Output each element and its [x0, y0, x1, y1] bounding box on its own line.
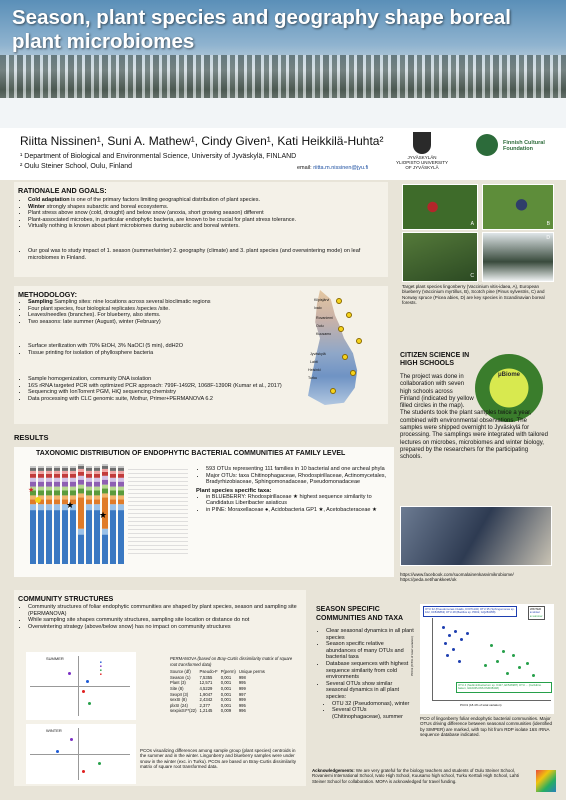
season-sublist	[316, 701, 414, 721]
bar-segment	[46, 468, 52, 471]
bar-segment	[30, 510, 36, 564]
site-dot	[356, 338, 362, 344]
rationale-item: • Virtually nothing is known about plant microbiomes during subarctic and boreal winters.	[28, 223, 388, 230]
season-text	[316, 628, 414, 720]
foundation-logo	[474, 134, 500, 156]
bar-segment	[94, 482, 100, 487]
foundation-name: Finnish Cultural Foundation	[503, 140, 545, 152]
bar-segment	[54, 495, 60, 499]
bar-segment	[70, 466, 76, 468]
bar-segment	[54, 504, 60, 510]
bar-segment	[110, 495, 116, 499]
rationale-item: • Plant stress above snow (cold, drought) and below snow (anoxia, short growing season) different	[28, 210, 388, 217]
bar-segment	[62, 468, 68, 471]
bar-segment	[54, 487, 60, 491]
bar-segment	[86, 487, 92, 491]
bar-segment	[94, 487, 100, 491]
bar-segment	[78, 485, 84, 489]
bar-segment	[38, 510, 44, 564]
bar-segment	[70, 491, 76, 496]
bar-segment	[78, 476, 84, 480]
community-heading: COMMUNITY STRUCTURES	[18, 594, 114, 603]
y-axis-label: PCO2 (8.5% of total variation)	[409, 636, 414, 676]
photo-pine: C	[402, 232, 478, 282]
season-item: • Season specific relative abundances of many OTUs and bacterial taxa	[326, 641, 414, 661]
bar-segment	[46, 474, 52, 478]
bar-segment	[94, 491, 100, 496]
bar-segment	[78, 493, 84, 497]
taxonomy-text	[196, 466, 390, 514]
bar-segment	[54, 478, 60, 482]
rationale-section	[14, 182, 388, 277]
gp1-star: ★	[28, 487, 35, 494]
bar-segment	[118, 510, 124, 564]
specific-taxa-item: • in PINE: Moraxellaceae ●, Acidobacteria GP1 ★, Acetobacteraceae ★	[206, 507, 390, 514]
taxonomy-item: • 593 OTUs representing 111 families in 10 bacterial and one archeal phyla	[206, 466, 390, 473]
bar-segment	[110, 491, 116, 496]
photo-lingonberry: A	[402, 184, 478, 230]
season-item: • Clear seasonal dynamics in all plant species	[326, 628, 414, 641]
bar-segment	[38, 482, 44, 487]
bar-segment	[38, 466, 44, 468]
bar-segment	[30, 468, 36, 471]
bar-segment	[54, 491, 60, 496]
methodology-item: • Sampling Sampling sites: nine locations across several bioclimatic regions	[28, 299, 298, 306]
bar-segment	[62, 510, 68, 564]
bar-segment	[86, 471, 92, 474]
site-dot	[330, 388, 336, 394]
methodology-item: • Leaves/needles (branches). For blueberry, also stems.	[28, 312, 298, 319]
bar-segment	[78, 497, 84, 528]
bar-segment	[118, 478, 124, 482]
otu-top-box: OTU 32 (Pseudomonas trivialis, KX071132) OTU 35 (Sphingomonas sp. 102, KF846863) OTU 48 (Bacillus sp. PR02, GQ284358)	[423, 606, 517, 617]
community-list	[18, 604, 308, 630]
methodology-item: • Data processing with CLC genomic suite, Mothur, Primer+PERMANOVA 6.2	[28, 396, 298, 403]
bar-segment	[62, 487, 68, 491]
bar-segment	[102, 472, 108, 476]
methodology-item: • Tissue printing for isolation of phyllosphere bacteria	[28, 350, 298, 357]
bar-segment	[46, 482, 52, 487]
bar-segment	[110, 466, 116, 468]
bar-segment	[86, 504, 92, 510]
bar-segment	[94, 471, 100, 474]
students-photo	[400, 506, 552, 566]
bar-segment	[86, 510, 92, 564]
season-heading: SEASON SPECIFIC COMMUNITIES AND TAXA	[316, 606, 404, 622]
family-legend	[128, 466, 188, 556]
bar-segment	[118, 495, 124, 499]
table-row: sexpixSI**(22) 1,2145 0,009 996	[170, 708, 246, 714]
specific-taxa-item: • in BLUEBERRY: Rhodospirillaceae ★ highest sequence similarity to Candidatus Liberibacter asiaticus	[206, 494, 390, 507]
bar-segment	[102, 464, 108, 466]
bar-segment	[94, 499, 100, 504]
citizen-heading: CITIZEN SCIENCE IN HIGH SCHOOLS	[400, 352, 470, 367]
bar-segment	[70, 471, 76, 474]
bar-segment	[46, 504, 52, 510]
table-title: PERMANOVA (based on Bray-Curtis dissimilarity matrix of square root transformed data)	[170, 656, 293, 667]
bar-segment	[54, 468, 60, 471]
bar-segment	[62, 471, 68, 474]
table-header-row: Source (df) Pseudo-F P(perm) Unique perms	[170, 669, 265, 675]
bar-segment	[78, 466, 84, 469]
bar-segment	[102, 466, 108, 469]
table-row: plxSI (24) 2,377 0,001 995	[170, 702, 246, 708]
bar-segment	[86, 499, 92, 504]
site-dot	[338, 326, 344, 332]
bar-segment	[70, 487, 76, 491]
bar-segment	[118, 504, 124, 510]
summer-label: SUMMER	[46, 656, 64, 661]
acknowledgements: Acknowledgements: We are very grateful for the biology teachers and students of Oulu Steiner School, Rovaniemi International School, Ivalo High School, Kuusamo high school, Turku Kerttuli High School, Lahti Steiner School for collaboration. MOFA is acknowledged for travel funding.	[312, 768, 519, 784]
bar-segment	[46, 487, 52, 491]
bar-segment	[118, 466, 124, 468]
photo-spruce: D	[482, 232, 554, 282]
methodology-item: • Sample homogenization, community DNA isolation	[28, 376, 298, 383]
bar-segment	[70, 474, 76, 478]
methodology-sequencing-list	[18, 376, 298, 402]
taxonomy-list	[196, 466, 390, 486]
bar-segment	[46, 471, 52, 474]
otu-bottom-box: OTU 4 (Sediminibacterium sp. K427, EF526987) OTU ... (Cellvibrio bakeri, GRA0PL0NS KM038448)	[456, 682, 552, 693]
header-banner	[0, 0, 566, 128]
bar-segment	[102, 476, 108, 480]
bar-segment	[86, 482, 92, 487]
bar-segment	[110, 474, 116, 478]
bar-segment	[62, 466, 68, 468]
methodology-heading: METHODOLOGY:	[18, 290, 77, 299]
table-row: Site (8) 4,5229 0,001 999	[170, 685, 246, 691]
bar-segment	[78, 469, 84, 472]
bar-segment	[54, 482, 60, 487]
bar-segment	[38, 504, 44, 510]
bar-segment	[30, 474, 36, 478]
mubiome-logo: μBiome	[475, 354, 543, 422]
bar-segment	[86, 468, 92, 471]
bar-segment	[62, 482, 68, 487]
bar-segment	[30, 504, 36, 510]
bar-segment	[46, 478, 52, 482]
blueberry-star: ★	[66, 500, 75, 510]
bar-segment	[54, 510, 60, 564]
bar-segment	[110, 499, 116, 504]
bar-segment	[78, 489, 84, 494]
bar-segment	[46, 491, 52, 496]
bar-segment	[38, 491, 44, 496]
bar-segment	[118, 468, 124, 471]
map-label: Oulu	[316, 324, 324, 328]
bar-segment	[46, 499, 52, 504]
bar-segment	[110, 510, 116, 564]
bar-segment	[102, 529, 108, 535]
specific-taxa-list	[196, 494, 390, 514]
bar-segment	[102, 489, 108, 494]
poster-title: Season, plant species and geography shape boreal plant microbiomes	[12, 6, 511, 53]
season-pco-chart	[409, 604, 554, 714]
jyu-crest-icon	[413, 132, 431, 154]
bar-segment	[30, 495, 36, 499]
specific-taxa-heading: Plant species specific taxa:	[196, 487, 272, 494]
rationale-heading: RATIONALE AND GOALS:	[18, 186, 107, 195]
season-subitem: • Several OTUs (Chitinophagaceae), summer	[332, 707, 414, 720]
pco-winter	[26, 724, 136, 784]
methodology-item: • Sequencing with IonTorrent PGM, HiQ sequencing chemistry	[28, 389, 298, 396]
community-item: • Community structures of foliar endophytic communities are shaped by plant species, season and sampling site (PERMANOVA)	[28, 604, 308, 617]
bar-segment	[62, 491, 68, 496]
photos-caption: Target plant species lingonberry (Vaccinium vitis-idaea, A), European blueberry (Vaccinium myrtillus, B), Scotch pine (Pinus sylvestris, C) and Norway spruce (Picea abies, D) are key species in Scandinavian boreal forests.	[402, 284, 545, 306]
community-item: • While sampling site shapes community structures, sampling site location or distance do not	[28, 617, 308, 624]
blueberry-star: ★	[99, 510, 108, 520]
rationale-item: • Cold adaptation is one of the primary factors limiting geographical distribution of plant species.	[28, 197, 388, 204]
site-dot	[346, 312, 352, 318]
table-row: Plant (3) 12,571 0,001 995	[170, 680, 246, 686]
methodology-item: • Surface sterilization with 70% EtOH, 3% NaOCl (5 min), ddH2O	[28, 343, 298, 350]
map-label: Kilpisjärvi	[314, 298, 330, 302]
map-label: Helsinki	[308, 368, 321, 372]
bar-segment	[46, 495, 52, 499]
finland-map	[290, 290, 380, 410]
email: email: riitta.m.nissinen@jyu.fi	[297, 165, 369, 171]
bar-segment	[102, 469, 108, 472]
bar-segment	[86, 474, 92, 478]
bar-segment	[110, 482, 116, 487]
bar-segment	[94, 468, 100, 471]
bar-segment	[62, 474, 68, 478]
goal-item: • Our goal was to study impact of 1. season (summer/winter) 2. geography (climate) and 3. plant species (and overwintering mode) on leaf microbiomes in Finland.	[28, 248, 388, 261]
bar-segment	[54, 466, 60, 468]
bar-segment	[54, 499, 60, 504]
photo-blueberry: B	[482, 184, 554, 230]
bar-segment	[94, 495, 100, 499]
bar-segment	[70, 495, 76, 499]
season-item: • Database sequences with highest sequence similarity from cold environments	[326, 661, 414, 681]
map-label: Rovaniemi	[316, 316, 333, 320]
site-dot	[350, 370, 356, 376]
taxonomy-item: • Major OTUs: taxa Chitinophagaceae, Rhodospirillaceae, Actinomycetales, Bradyrhizobiaceae, Sphingomonadaceae, Pseudomonadaceae	[206, 473, 390, 486]
methodology-sampling-list	[18, 299, 298, 325]
bar-segment	[110, 478, 116, 482]
bar-segment	[78, 472, 84, 476]
bar-segment	[30, 482, 36, 487]
bar-segment	[38, 478, 44, 482]
bar-segment	[78, 480, 84, 485]
tree-icon	[476, 134, 498, 156]
map-label: Ivalo	[314, 306, 322, 310]
community-item: • Overwintering strategy (above/below snow) has no impact on community structures	[28, 624, 308, 631]
site-dot	[336, 298, 342, 304]
bar-segment	[110, 471, 116, 474]
table-row: SexpII (3) 1,9047 0,001 997	[170, 691, 246, 697]
bar-segment	[102, 535, 108, 564]
season-item: • Several OTUs show similar seasonal dynamics in all plant species:	[326, 681, 414, 701]
pco-caption: PCOs visualizing differences among sample group (plant species) centroids in the summer and in the winter. Lingonberry and blueberry samples were under snow in the winter (exc. in Turku). PCOs are based on Bray-Curtis dissimilarity matrix of square root transformed data.	[140, 748, 297, 770]
rationale-list	[18, 197, 388, 230]
bar-segment	[102, 485, 108, 489]
bar-segment	[102, 493, 108, 497]
map-label: Lahti	[310, 360, 318, 364]
citizen-text: The project was done in collaboration with seven high schools across Finland (indicated by yellow filled circles in the map). The students took the plant samples twice a year, combined with environmental observations. The samples were shipped overnight to Jyväskylä for processing. The samplings were integrated with tailored lectures on microbes, microbiomes and winter biology, prepared by the researchers for the participating schools.	[400, 374, 548, 461]
bar-segment	[118, 499, 124, 504]
bar-segment	[46, 466, 52, 468]
bar-segment	[70, 510, 76, 564]
methodology-item: • 16S rRNA targeted PCR with optimized PCR approach: 799F-1492R, 1068F-1390R (Kumar et al., 2017)	[28, 383, 298, 390]
bar-segment	[30, 466, 36, 468]
table-row: Season (1) 7,5355 0,001 998	[170, 674, 246, 680]
permanova-table	[170, 656, 300, 714]
bar-segment	[94, 474, 100, 478]
bar-segment	[110, 487, 116, 491]
methodology-item: • Four plant species, four biological replicates /species /site.	[28, 306, 298, 313]
bar-segment	[86, 478, 92, 482]
rationale-item: • Plant-associated microbes, in particular endophytic bacteria, are known to be crucial for plant stress tolerance.	[28, 217, 388, 224]
map-label: Turku	[308, 376, 318, 380]
map-label: Jyväskylä	[310, 352, 326, 356]
affiliation-1: ¹ Department of Biological and Environmental Science, University of Jyväskylä, FINLAND	[20, 153, 297, 160]
citizen-links[interactable]: https://www.facebook.com/suomalainenkasvimikrobiome/ https://peda.net/hankkeet/ok	[400, 572, 514, 583]
taxonomy-heading: TAXONOMIC DISTRIBUTION OF ENDOPHYTIC BACTERIAL COMMUNITIES AT FAMILY LEVEL	[36, 450, 346, 457]
bar-segment	[86, 495, 92, 499]
bar-segment	[118, 487, 124, 491]
bar-segment	[118, 474, 124, 478]
bar-segment	[70, 482, 76, 487]
bar-segment	[46, 510, 52, 564]
email-link[interactable]: riitta.m.nissinen@jyu.fi	[313, 165, 369, 171]
affiliation-2: ² Oulu Steiner School, Oulu, Finland	[20, 163, 133, 170]
bar-segment	[78, 464, 84, 466]
bar-segment	[78, 529, 84, 535]
bar-segment	[62, 478, 68, 482]
bar-segment	[86, 466, 92, 468]
bar-segment	[38, 471, 44, 474]
author-list: Riitta Nissinen¹, Suni A. Mathew¹, Cindy Given¹, Kati Heikkilä-Huhta²	[20, 134, 384, 148]
bar-segment	[38, 474, 44, 478]
bar-segment	[94, 478, 100, 482]
bar-segment	[38, 468, 44, 471]
methodology-item: • Two seasons: late summer (August), winter (February)	[28, 319, 298, 326]
methodology-sterilization-list	[18, 343, 298, 356]
rationale-item: • Winter strongly shapes subarctic and boreal ecosystems.	[28, 204, 388, 211]
bar-segment	[118, 471, 124, 474]
bar-segment	[110, 504, 116, 510]
bar-segment	[38, 487, 44, 491]
site-dot	[342, 354, 348, 360]
pco-summer: SUMMER ■ ■ ■ ■	[26, 652, 136, 720]
bar-segment	[78, 535, 84, 564]
season-list	[316, 628, 414, 701]
goal-list	[18, 248, 388, 261]
bar-segment	[62, 495, 68, 499]
bar-segment	[110, 468, 116, 471]
bar-segment	[70, 468, 76, 471]
jyu-logo: JYVÄSKYLÄN YLIOPISTO UNIVERSITY OF JYVÄSKYLÄ	[396, 132, 448, 170]
bar-segment	[54, 471, 60, 474]
permanova-grid	[170, 669, 268, 714]
winter-label: WINTER	[46, 728, 62, 733]
bar-segment	[118, 491, 124, 496]
family-bar-chart	[26, 464, 126, 568]
moraxellaceae-dot	[35, 497, 41, 503]
mofa-logo	[536, 770, 556, 792]
bar-segment	[30, 478, 36, 482]
bar-segment	[86, 491, 92, 496]
table-row: sexSI (8) 2,4342 0,001 999	[170, 697, 246, 703]
season-subitem: • OTU 32 (Pseudomonas), winter	[332, 701, 414, 708]
bar-segment	[118, 482, 124, 487]
bar-segment	[94, 466, 100, 468]
bar-segment	[54, 474, 60, 478]
bar-segment	[70, 478, 76, 482]
bar-segment	[102, 480, 108, 485]
x-axis-label: PCO1 (18.4% of total variation)	[460, 703, 502, 707]
season-caption: PCO of lingonberry foliar endophytic bacterial communities. Major OTUs driving difference between seasonal communities (identified by SIMPER) are marked, with top hit from RDP isolate 16S rRNA sequence database indicated.	[420, 716, 552, 738]
map-label: Kuusamo	[316, 332, 332, 336]
bar-segment	[30, 471, 36, 474]
season-legend: WINTER ● winter ● summer	[528, 606, 545, 620]
snow-image	[0, 98, 566, 128]
results-heading: RESULTS	[14, 433, 49, 442]
